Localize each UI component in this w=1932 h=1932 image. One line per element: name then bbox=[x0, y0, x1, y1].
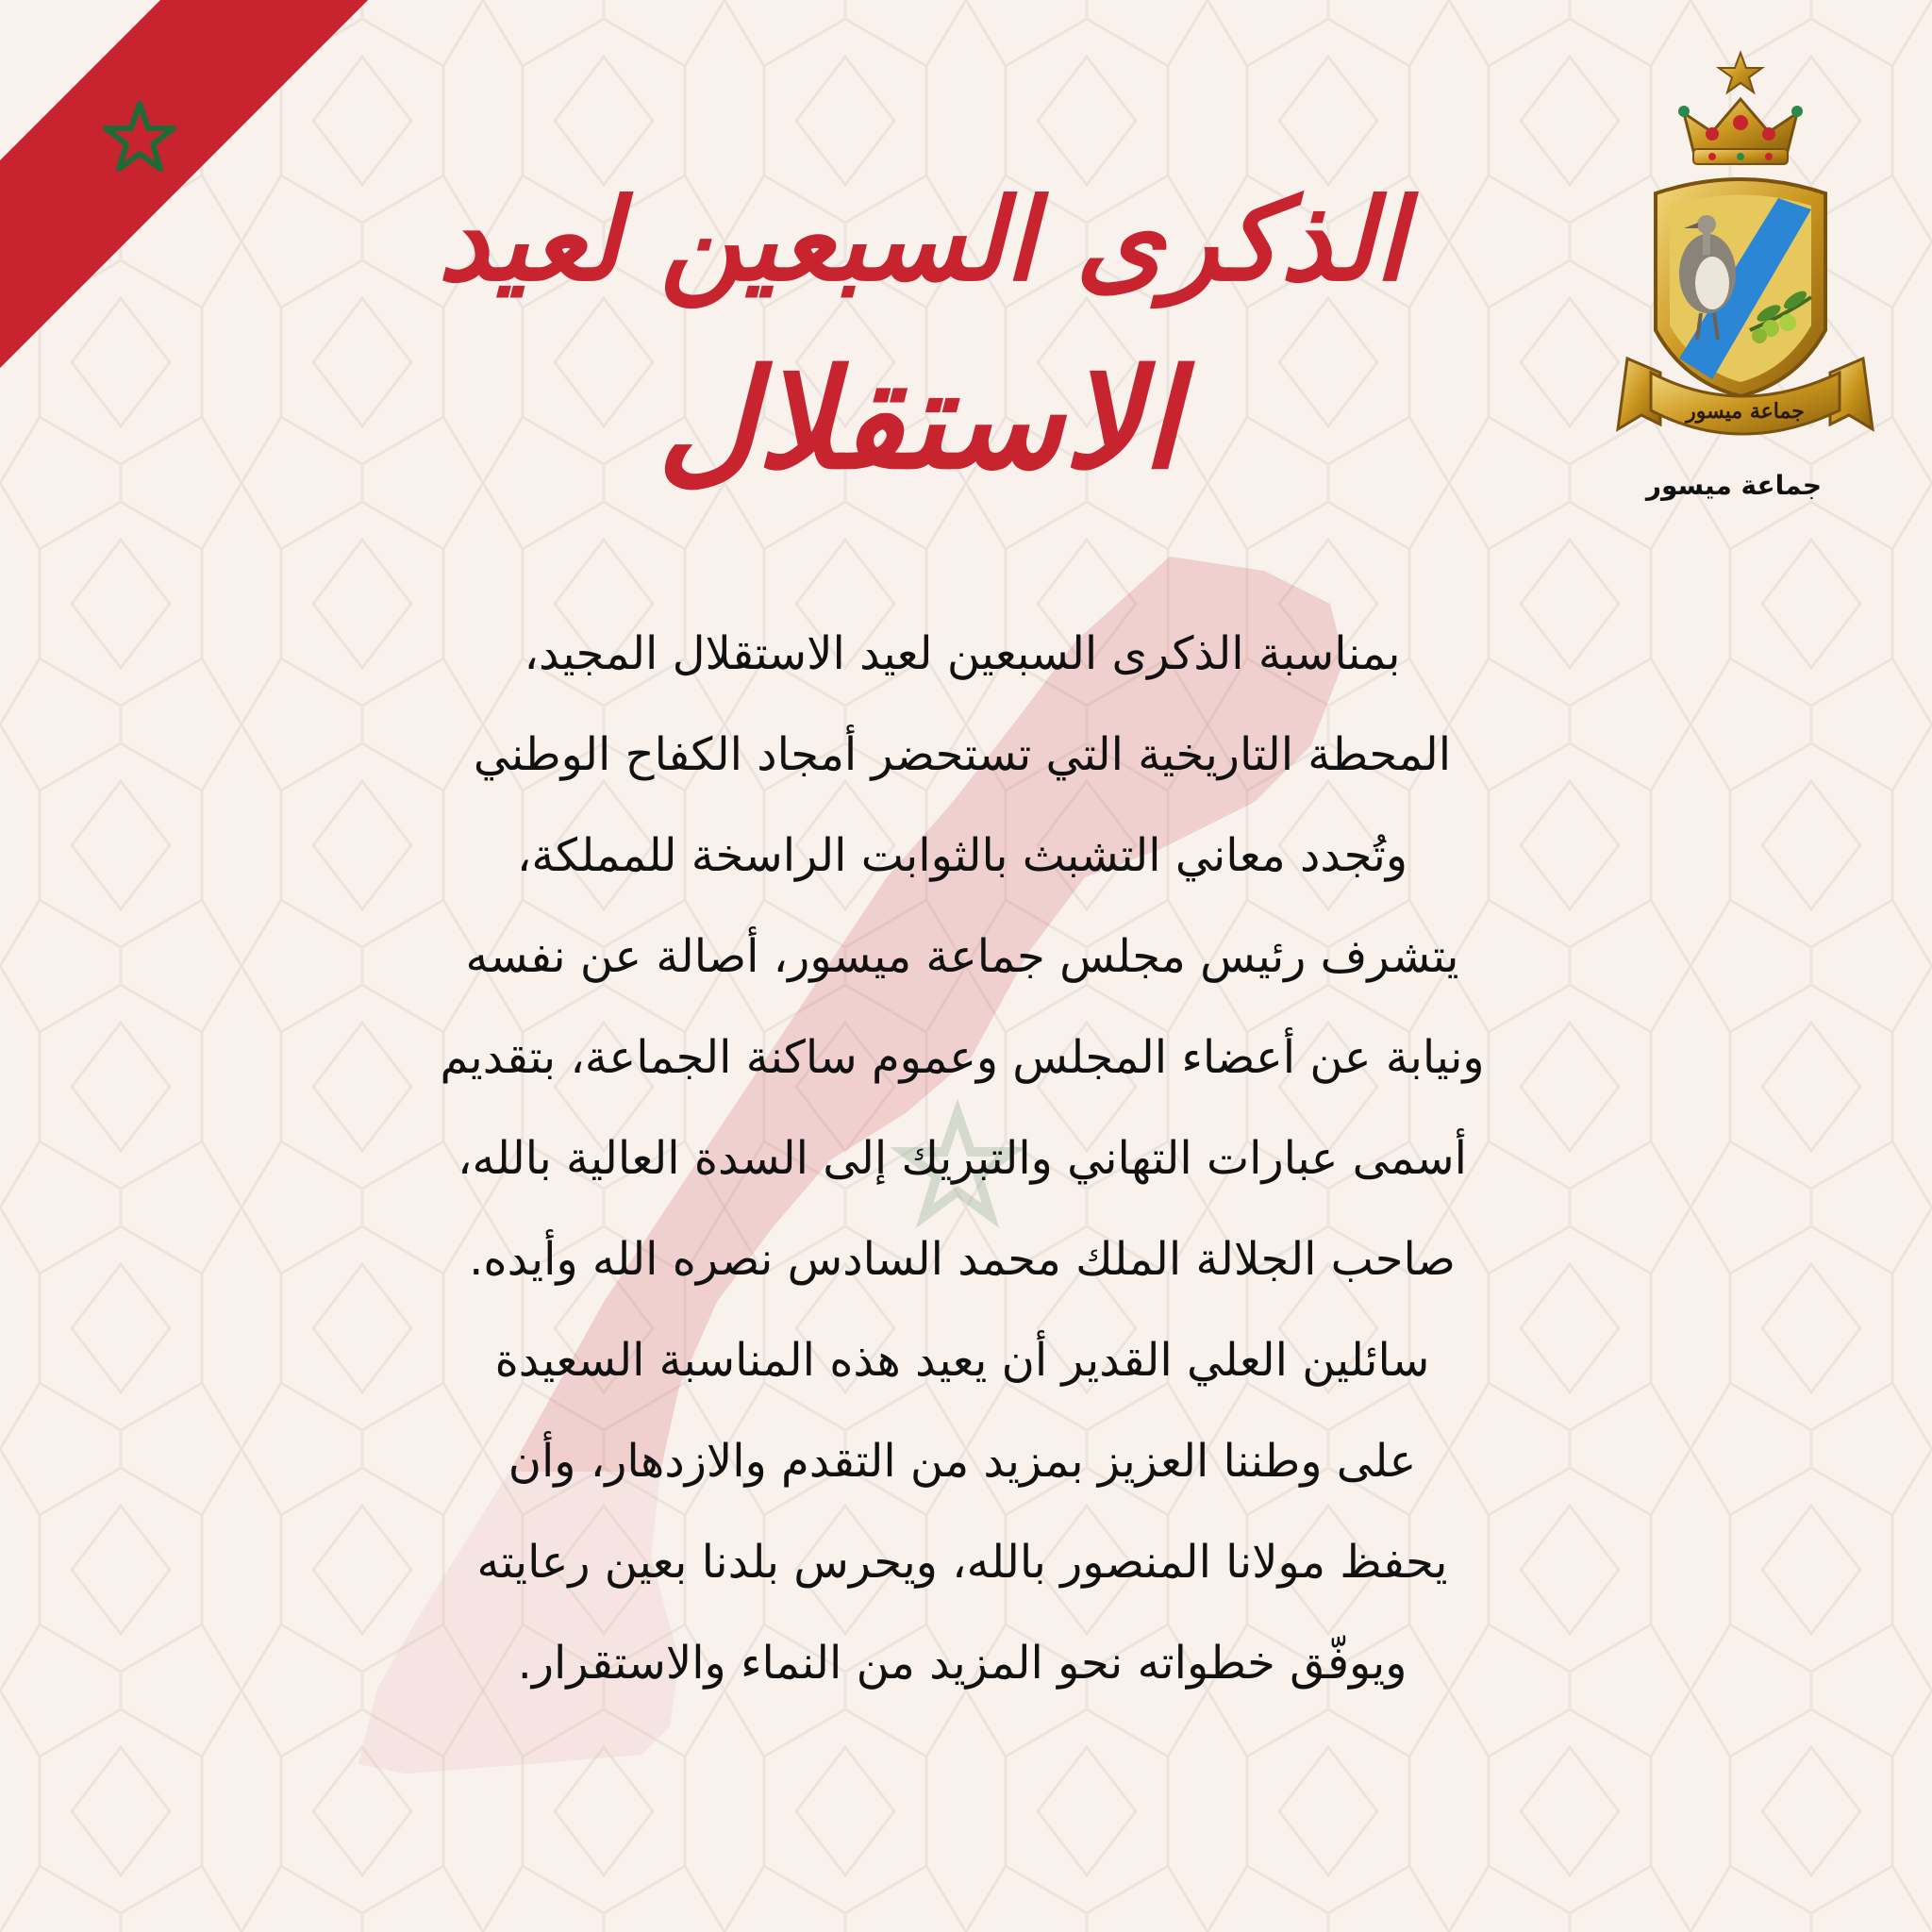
message-line: على وطننا العزيز بمزيد من التقدم والازدهار، وأن bbox=[508, 1435, 1417, 1488]
page-title bbox=[396, 132, 1491, 566]
message-line: صاحب الجلالة الملك محمد السادس نصره الله وأيده. bbox=[469, 1233, 1456, 1286]
message-line: سائلين العلي القدير أن يعيد هذه المناسبة السعيدة bbox=[494, 1334, 1430, 1387]
emblem-caption: جماعة ميسور bbox=[1645, 470, 1823, 501]
message-line: المحطة التاريخية التي تستحضر أمجاد الكفاح الوطني bbox=[473, 728, 1452, 781]
message-line: يتشرف رئيس مجلس جماعة ميسور، أصالة عن نفسه bbox=[465, 930, 1459, 983]
message-line: وتُجدد معاني التشبث بالثوابت الراسخة للمملكة، bbox=[516, 829, 1408, 882]
message-line: بمناسبة الذكرى السبعين لعيد الاستقلال المجيد، bbox=[524, 627, 1401, 680]
message-line: ويوفّق خطواته نحو المزيد من النماء والاستقرار. bbox=[517, 1637, 1407, 1690]
emblem-ribbon-text: جماعة ميسور bbox=[1686, 399, 1805, 424]
message-line: أسمى عبارات التهاني والتبريك إلى السدة العالية بالله، bbox=[458, 1132, 1467, 1185]
message-line: ونيابة عن أعضاء المجلس وعموم ساكنة الجماعة، بتقديم bbox=[440, 1031, 1485, 1084]
message-line: يحفظ مولانا المنصور بالله، ويحرس بلدنا بعين رعايته bbox=[476, 1536, 1448, 1589]
title-line-1: الذكرى السبعين لعيد bbox=[438, 174, 1406, 307]
municipality-emblem bbox=[1608, 47, 1882, 443]
title-line-2: الاستقلال bbox=[657, 340, 1179, 500]
message-body bbox=[208, 604, 1717, 1714]
crown-icon bbox=[1678, 53, 1803, 164]
